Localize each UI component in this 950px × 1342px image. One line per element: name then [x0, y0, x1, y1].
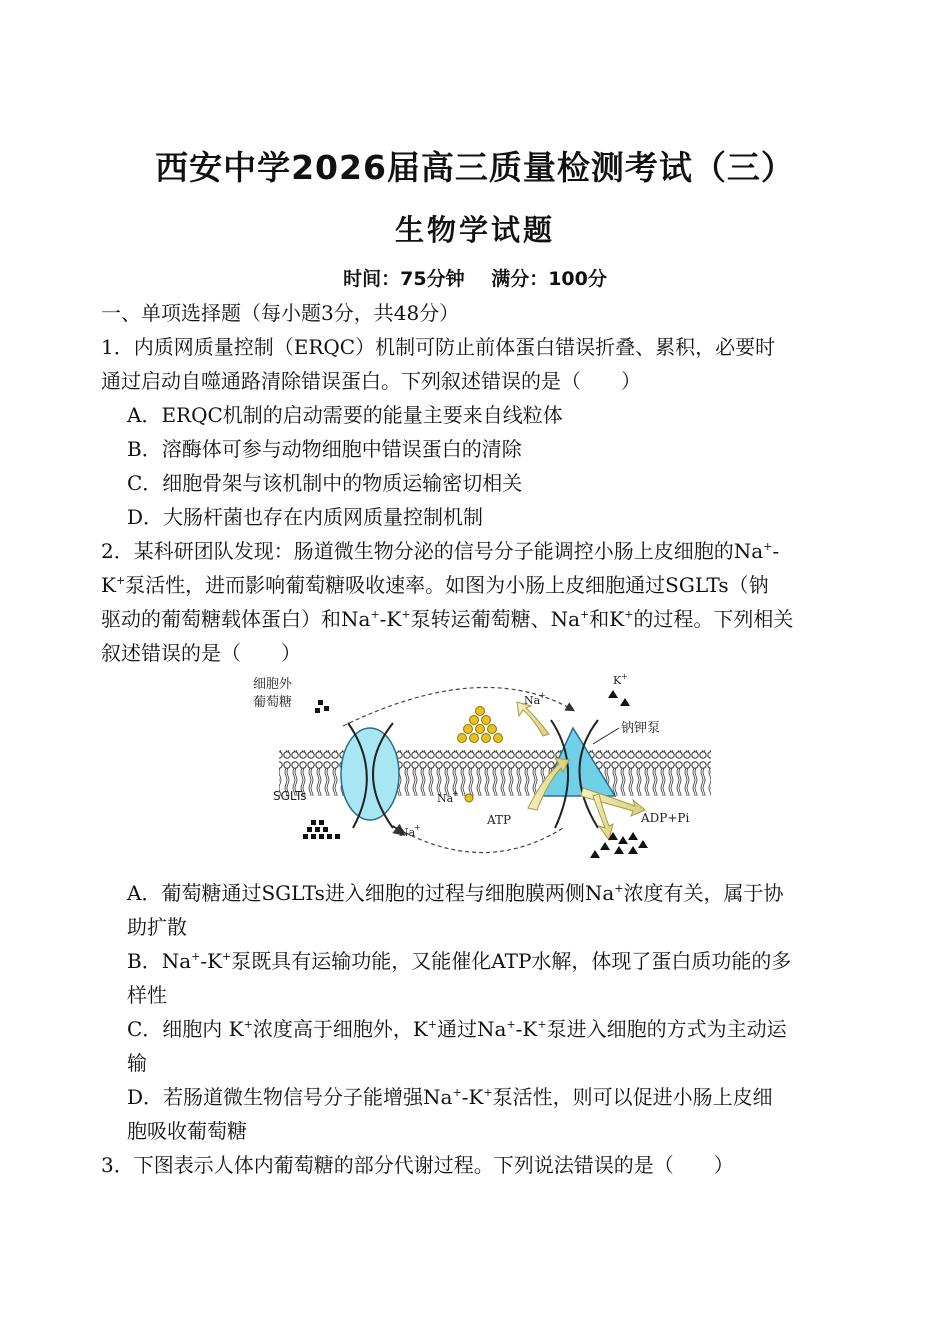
sglt-label: SGLTs	[273, 789, 307, 803]
svg-text:+: +	[414, 823, 421, 832]
q2-option-c-line1: C．细胞内 K+浓度高于细胞外，K+通过Na+-K+泵进入细胞的方式为主动运	[127, 1017, 787, 1041]
svg-text:+: +	[452, 789, 459, 798]
svg-text:K: K	[613, 674, 622, 687]
q1-stem-line2: 通过启动自噬通路清除错误蛋白。下列叙述错误的是（ ）	[101, 369, 641, 393]
q2-option-d-line2: 胞吸收葡萄糖	[127, 1119, 247, 1143]
svg-text:Na: Na	[524, 694, 541, 707]
na-out-arrow	[517, 702, 549, 736]
na-label-outside	[524, 691, 546, 707]
sglt-protein	[341, 728, 399, 820]
svg-text:Na: Na	[437, 792, 454, 805]
k-ions-outside	[608, 690, 630, 706]
pump-label-leader	[593, 728, 619, 744]
svg-text:+: +	[539, 691, 546, 700]
q2-stem-line1: 2．某科研团队发现：肠道微生物分泌的信号分子能调控小肠上皮细胞的Na+-	[101, 539, 780, 563]
na-label-lower	[399, 823, 421, 839]
q2-option-b-line1: B．Na+-K+泵既具有运输功能，又能催化ATP水解，体现了蛋白质功能的多	[127, 949, 792, 973]
na-ions-outside	[458, 707, 503, 743]
q1-stem-line1: 1．内质网质量控制（ERQC）机制可防止前体蛋白错误折叠、累积，必要时	[101, 335, 776, 359]
exam-meta	[0, 264, 950, 291]
q2-option-b-line2: 样性	[127, 983, 167, 1007]
svg-text:Na: Na	[399, 826, 416, 839]
q1-option-c: C．细胞骨架与该机制中的物质运输密切相关	[127, 471, 523, 495]
q2-option-a-line1: A．葡萄糖通过SGLTs进入细胞的过程与细胞膜两侧Na+浓度有关，属于协	[127, 881, 784, 905]
q3-stem-line1: 3．下图表示人体内葡萄糖的部分代谢过程。下列说法错误的是（ ）	[101, 1153, 734, 1177]
k-ions-inside	[590, 832, 648, 858]
exam-time: 时间：75分钟	[343, 268, 465, 290]
q2-stem-line2: K+泵活性，进而影响葡萄糖吸收速率。如图为小肠上皮细胞通过SGLTs（钠	[101, 573, 769, 597]
glucose-outside	[315, 700, 329, 713]
k-label	[613, 672, 628, 687]
q2-option-a-line2: 助扩散	[127, 915, 187, 939]
atp-label: ATP	[487, 813, 512, 827]
q2-stem-line3: 驱动的葡萄糖载体蛋白）和Na+-K+泵转运葡萄糖、Na+和K+的过程。下列相关	[101, 607, 794, 631]
glucose-label: 葡萄糖	[253, 695, 293, 710]
exam-title: 西安中学2026届高三质量检测考试（三）	[155, 148, 795, 187]
outside-label: 细胞外	[253, 677, 293, 692]
q2-option-c-line2: 输	[127, 1051, 147, 1075]
q1-option-b: B．溶酶体可参与动物细胞中错误蛋白的清除	[127, 437, 522, 461]
subject-title: 生物学试题	[394, 213, 555, 247]
na-ion-inside	[465, 794, 473, 802]
q2-option-d-line1: D．若肠道微生物信号分子能增强Na+-K+泵活性，则可以促进小肠上皮细	[127, 1085, 773, 1109]
membrane-transport-figure	[243, 668, 711, 860]
svg-text:+: +	[621, 672, 628, 681]
pump-label: 钠钾泵	[621, 721, 661, 736]
q1-option-d: D．大肠杆菌也存在内质网质量控制机制	[127, 505, 484, 529]
section-heading: 一、单项选择题（每小题3分，共48分）	[101, 301, 460, 325]
exam-score: 满分：100分	[491, 268, 607, 290]
adp-label: ADP+Pi	[641, 811, 690, 825]
q2-stem-line4: 叙述错误的是（ ）	[101, 641, 301, 665]
q1-option-a: A．ERQC机制的启动需要的能量主要来自线粒体	[127, 403, 563, 427]
glucose-inside	[303, 820, 340, 839]
na-label-inside	[437, 789, 459, 805]
